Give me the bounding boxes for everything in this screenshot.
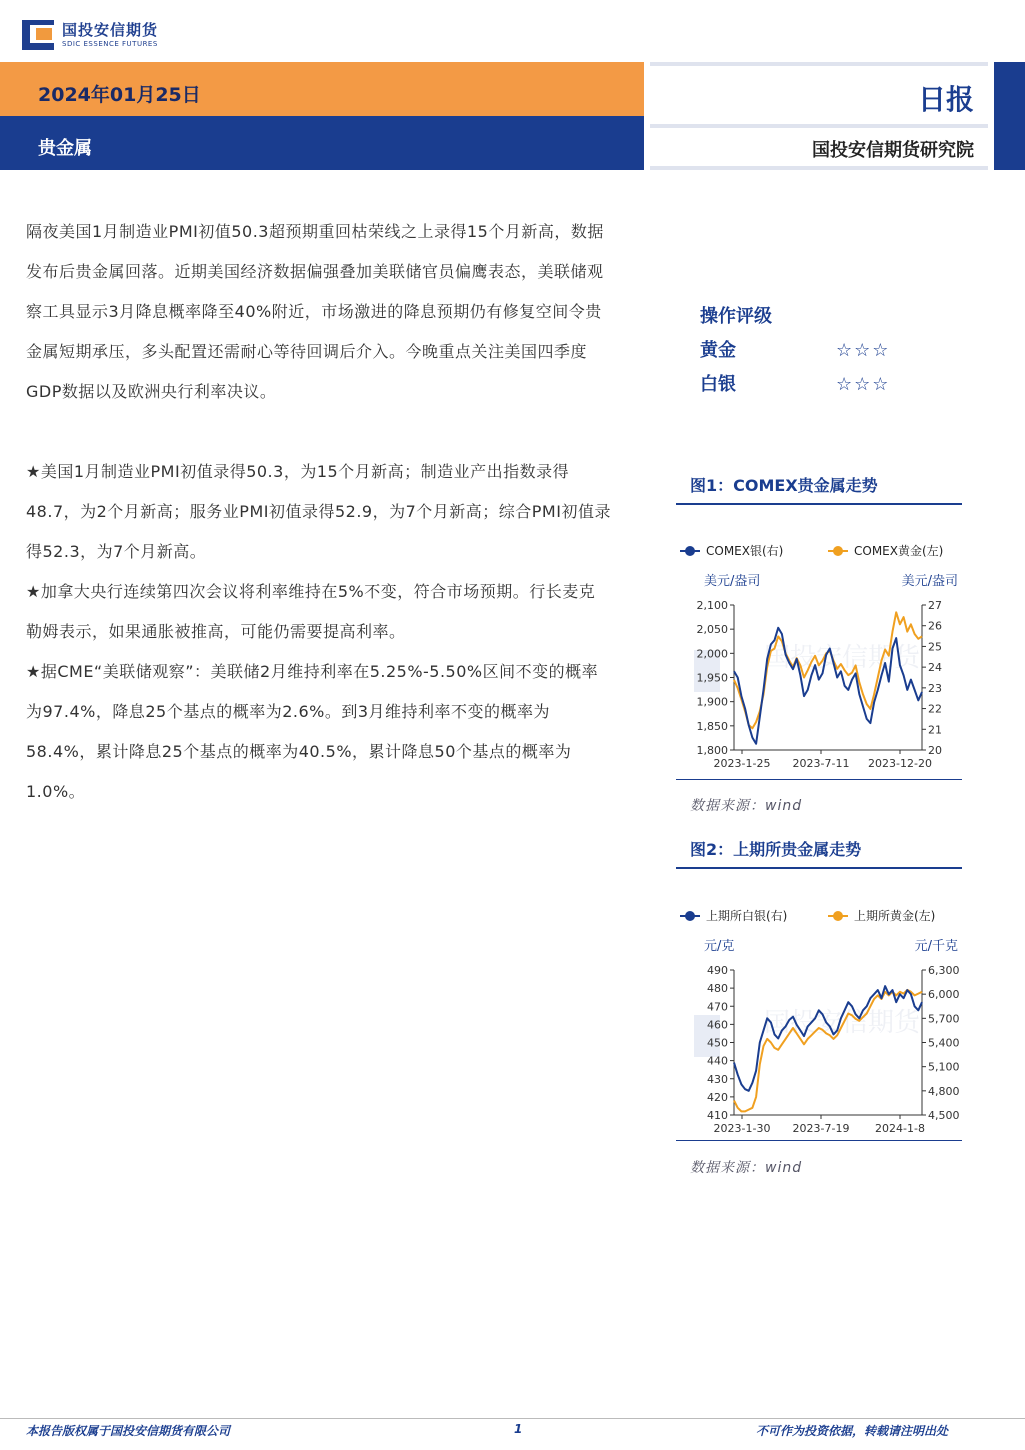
x-tick-label: 2024-1-8: [875, 1122, 925, 1135]
right-axis-unit: 美元/盎司: [901, 574, 958, 589]
left-tick-label: 410: [707, 1109, 728, 1122]
right-tick-label: 4,800: [928, 1084, 960, 1098]
figure1-title: 图1：COMEX贵金属走势: [690, 476, 878, 495]
right-tick-label: 21: [928, 723, 942, 737]
header-edge-bar: [994, 62, 1025, 170]
figure2-chart: [676, 895, 962, 1140]
legend-label-1: COMEX黄金(左): [854, 544, 944, 558]
left-tick-label: 1,950: [696, 671, 728, 685]
report-date: 2024年01月25日: [38, 84, 201, 106]
legend-marker-1: [833, 546, 843, 556]
report-type: 日报: [917, 83, 974, 116]
report-body: [26, 212, 611, 812]
left-tick-label: 480: [707, 982, 728, 996]
right-tick-label: 6,300: [928, 964, 960, 977]
left-tick-label: 2,000: [696, 647, 728, 661]
right-tick-label: 20: [928, 744, 942, 757]
figure1-bottom-rule: [676, 779, 962, 780]
figure2-title: 图2：上期所贵金属走势: [690, 840, 862, 859]
legend-label-1: 上期所黄金(左): [854, 909, 936, 923]
left-tick-label: 1,900: [696, 695, 728, 709]
logo-name-cn: 国投安信期货: [62, 20, 159, 39]
right-tick-label: 4,500: [928, 1109, 960, 1122]
series-line-0: [734, 986, 922, 1091]
left-tick-label: 460: [707, 1018, 728, 1032]
left-tick-label: 490: [707, 964, 728, 977]
operation-rating: [700, 300, 890, 402]
left-tick-label: 470: [707, 1000, 728, 1014]
report-section: 贵金属: [38, 138, 92, 159]
left-tick-label: 420: [707, 1090, 728, 1104]
legend-label-0: 上期所白银(右): [706, 909, 788, 923]
rating-gold-label: 黄金: [700, 340, 736, 361]
news-item-boc: ★加拿大央行连续第四次会议将利率维持在5%不变，符合市场预期。行长麦克勒姆表示，如果通胀被推高，可能仍需要提高利率。: [26, 582, 596, 641]
header-section-bar: [0, 116, 644, 170]
x-tick-label: 2023-1-30: [713, 1122, 771, 1135]
right-tick-label: 5,100: [928, 1060, 960, 1074]
right-tick-label: 23: [928, 681, 942, 695]
left-tick-label: 2,050: [696, 623, 728, 637]
rating-title: 操作评级: [700, 306, 772, 327]
institute-name: 国投安信期货研究院: [812, 140, 974, 161]
right-tick-label: 22: [928, 702, 942, 716]
rating-row-silver: [700, 368, 890, 402]
figure2-source: 数据来源：wind: [690, 1160, 803, 1176]
x-tick-label: 2023-7-11: [792, 757, 850, 770]
right-tick-label: 5,400: [928, 1036, 960, 1050]
right-tick-label: 24: [928, 661, 942, 675]
news-item-pmi: ★美国1月制造业PMI初值录得50.3，为15个月新高；制造业产出指数录得48.7，为2个月新高；服务业PMI初值录得52.9，为7个月新高；综合PMI初值录得52.3，为7个月新高。: [26, 462, 611, 561]
left-tick-label: 1,800: [696, 744, 728, 757]
figure2-top-rule: [676, 867, 962, 869]
summary-paragraph: 隔夜美国1月制造业PMI初值50.3超预期重回枯荣线之上录得15个月新高，数据发布后贵金属回落。近期美国经济数据偏强叠加美联储官员偏鹰表态，美联储观察工具显示3月降息概率降至40%附近，市场激进的降息预期仍有修复空间令贵金属短期承压，多头配置还需耐心等待回调后介入。今晚重点关注美国四季度GDP数据以及欧洲央行利率决议。: [26, 222, 604, 401]
legend-marker-1: [833, 911, 843, 921]
right-tick-label: 6,000: [928, 988, 960, 1002]
x-tick-label: 2023-12-20: [868, 757, 932, 770]
figure1-source: 数据来源：wind: [690, 798, 803, 814]
left-tick-label: 440: [707, 1054, 728, 1068]
news-item-fedwatch: ★据CME“美联储观察”：美联储2月维持利率在5.25%-5.50%区间不变的概率为97.4%，降息25个基点的概率为2.6%。到3月维持利率不变的概率为58.4%，累计降息25个基点的概率为40.5%，累计降息50个基点的概率为1.0%。: [26, 662, 599, 801]
footer-copyright: 本报告版权属于国投安信期货有限公司: [26, 1424, 231, 1438]
logo-mark-icon: [22, 20, 54, 50]
company-logo: [22, 18, 158, 52]
right-tick-label: 25: [928, 640, 942, 654]
figure2-bottom-rule: [676, 1140, 962, 1141]
left-tick-label: 2,100: [696, 599, 728, 612]
logo-name-en: SDIC ESSENCE FUTURES: [62, 39, 158, 48]
footer-disclaimer: 不可作为投资依据，转载请注明出处: [756, 1424, 949, 1438]
footer-page-number: 1: [514, 1422, 523, 1436]
watermark-text: 国投安信期货: [764, 643, 921, 673]
left-axis-unit: 元/克: [704, 939, 735, 954]
right-axis-unit: 元/千克: [914, 939, 958, 954]
legend-marker-0: [685, 546, 695, 556]
left-axis-unit: 美元/盎司: [704, 574, 761, 589]
right-tick-label: 27: [928, 599, 942, 612]
right-tick-label: 5,700: [928, 1012, 960, 1026]
legend-label-0: COMEX银(右): [706, 544, 784, 558]
header-right-panel: [650, 62, 988, 170]
rating-silver-stars: ☆☆☆: [836, 374, 891, 395]
rating-gold-stars: ☆☆☆: [836, 340, 891, 361]
x-tick-label: 2023-7-19: [792, 1122, 850, 1135]
watermark-text: 国投安信期货: [764, 1008, 921, 1038]
rating-silver-label: 白银: [700, 374, 736, 395]
right-tick-label: 26: [928, 619, 942, 633]
legend-marker-0: [685, 911, 695, 921]
rating-row-gold: [700, 334, 890, 368]
x-tick-label: 2023-1-25: [713, 757, 771, 770]
left-tick-label: 450: [707, 1036, 728, 1050]
figure1-top-rule: [676, 503, 962, 505]
left-tick-label: 430: [707, 1072, 728, 1086]
figure1-chart: [676, 530, 962, 780]
left-tick-label: 1,850: [696, 719, 728, 733]
footer-divider: [0, 1418, 1025, 1419]
